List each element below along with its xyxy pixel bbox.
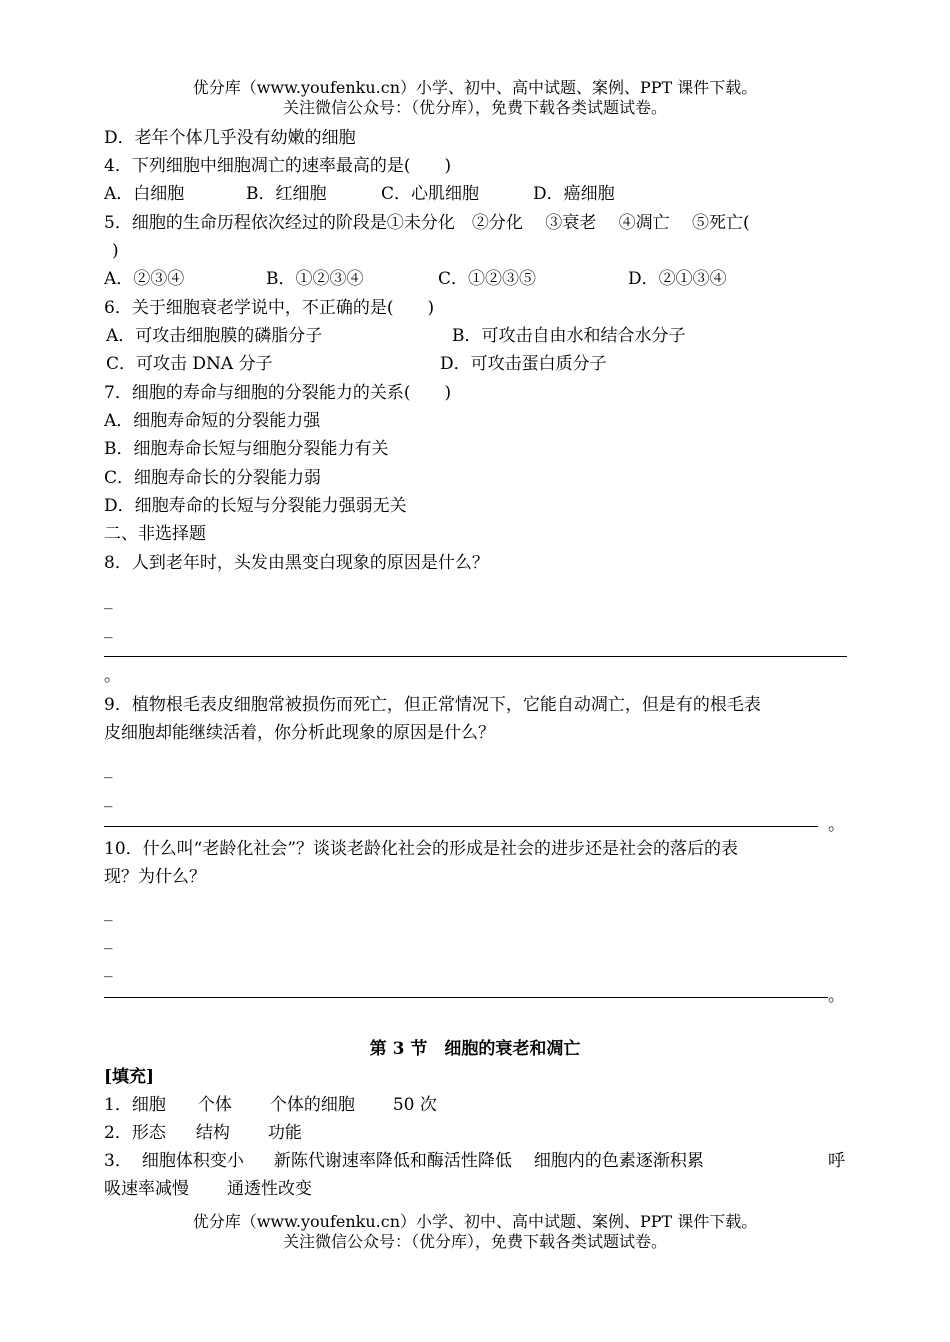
answer-1-item: 个体的细胞 xyxy=(269,1095,355,1115)
q7-option-a: A．细胞寿命短的分裂能力强 xyxy=(104,411,321,431)
q7-stem: 7．细胞的寿命与细胞的分裂能力的关系( ) xyxy=(104,383,452,403)
answer-2-item: 功能 xyxy=(267,1123,302,1143)
q10-answer-dash: _ xyxy=(104,902,113,922)
q10-answer-line xyxy=(104,997,828,998)
answer-1-number: 1． xyxy=(104,1095,132,1115)
q6-option-c: C．可攻击 DNA 分子 xyxy=(106,354,273,374)
q4-option-c: C．心肌细胞 xyxy=(381,184,480,204)
q7-option-d: D．细胞寿命的长短与分裂能力强弱无关 xyxy=(104,496,407,516)
q7-option-c: C．细胞寿命长的分裂能力弱 xyxy=(104,468,322,488)
q5-option-c: C．①②③⑤ xyxy=(438,269,537,289)
fill-heading: [填充] xyxy=(104,1067,155,1087)
q9-answer-end: 。 xyxy=(828,815,845,835)
q9-answer-dash: _ xyxy=(104,788,113,808)
q6-stem: 6．关于细胞衰老学说中，不正确的是( ) xyxy=(104,298,435,318)
q10-stem-line-2: 现？为什么？ xyxy=(104,867,206,887)
footer-line-2: 关注微信公众号：（优分库），免费下载各类试题试卷。 xyxy=(282,1232,667,1251)
q6-option-d: D．可攻击蛋白质分子 xyxy=(440,354,607,374)
answer-3-item: 细胞体积变小 xyxy=(141,1151,244,1171)
q4-option-a: A．白细胞 xyxy=(104,184,185,204)
answer-2-item: 结构 xyxy=(195,1123,230,1143)
answer-3-item: 通透性改变 xyxy=(227,1179,312,1199)
q5-stem-end: ) xyxy=(112,241,119,261)
header-line-1: 优分库（www.youfenku.cn）小学、初中、高中试题、案例、PPT 课件下载。 xyxy=(192,78,758,97)
answer-3-item: 呼 xyxy=(828,1151,845,1171)
answer-section-title: 第 3 节 细胞的衰老和凋亡 xyxy=(369,1039,581,1059)
q9-stem-line-2: 皮细胞却能继续活着，你分析此现象的原因是什么？ xyxy=(104,723,495,743)
answer-3-item: 新陈代谢速率降低和酶活性降低 xyxy=(273,1151,512,1171)
footer-line-1: 优分库（www.youfenku.cn）小学、初中、高中试题、案例、PPT 课件下载。 xyxy=(192,1212,758,1231)
q9-answer-dash: _ xyxy=(104,759,113,779)
q10-answer-end: 。 xyxy=(828,986,845,1006)
q4-option-d: D．癌细胞 xyxy=(533,184,615,204)
answer-2 xyxy=(104,1121,302,1145)
q5-option-a: A．②③④ xyxy=(104,269,185,289)
q10-answer-dash: _ xyxy=(104,930,113,950)
answer-2-number: 2． xyxy=(104,1123,132,1143)
answer-1-item: 细胞 xyxy=(131,1095,166,1115)
q8-stem: 8．人到老年时，头发由黑变白现象的原因是什么？ xyxy=(104,553,489,573)
answer-3-line-1 xyxy=(104,1149,704,1173)
answer-2-item: 形态 xyxy=(131,1123,166,1143)
q8-answer-dash: _ xyxy=(104,619,113,639)
answer-1-item: 50 次 xyxy=(392,1095,437,1115)
q7-option-b: B．细胞寿命长短与细胞分裂能力有关 xyxy=(104,439,389,459)
q9-stem-line-1: 9．植物根毛表皮细胞常被损伤而死亡，但正常情况下，它能自动凋亡，但是有的根毛表 xyxy=(104,695,761,715)
q10-stem-line-1: 10．什么叫“老龄化社会”？谈谈老龄化社会的形成是社会的进步还是社会的落后的表 xyxy=(104,839,739,859)
q6-option-a: A．可攻击细胞膜的磷脂分子 xyxy=(106,326,323,346)
section-heading: 二、非选择题 xyxy=(104,524,206,544)
answer-1 xyxy=(104,1093,437,1117)
q4-option-b: B．红细胞 xyxy=(246,184,327,204)
answer-3-line-2 xyxy=(104,1177,312,1201)
q9-answer-line xyxy=(104,826,818,827)
answer-1-item: 个体 xyxy=(197,1095,232,1115)
q4-stem: 4．下列细胞中细胞凋亡的速率最高的是( ) xyxy=(104,156,452,176)
q3-option-d: D．老年个体几乎没有幼嫩的细胞 xyxy=(104,128,356,148)
q10-answer-dash: _ xyxy=(104,958,113,978)
q6-option-b: B．可攻击自由水和结合水分子 xyxy=(452,326,686,346)
q5-option-d: D．②①③④ xyxy=(628,269,727,289)
answer-3-number: 3． xyxy=(104,1151,132,1171)
q8-answer-dash: _ xyxy=(104,590,113,610)
q8-answer-end: 。 xyxy=(104,666,121,686)
header-line-2: 关注微信公众号：（优分库），免费下载各类试题试卷。 xyxy=(282,98,667,117)
q8-answer-line xyxy=(104,656,847,657)
answer-3-item: 细胞内的色素逐渐积累 xyxy=(533,1151,704,1171)
q5-stem: 5．细胞的生命历程依次经过的阶段是①未分化 ②分化 ③衰老 ④凋亡 ⑤死亡( xyxy=(104,213,750,233)
answer-3-item: 吸速率减慢 xyxy=(104,1179,189,1199)
q5-option-b: B．①②③④ xyxy=(266,269,364,289)
